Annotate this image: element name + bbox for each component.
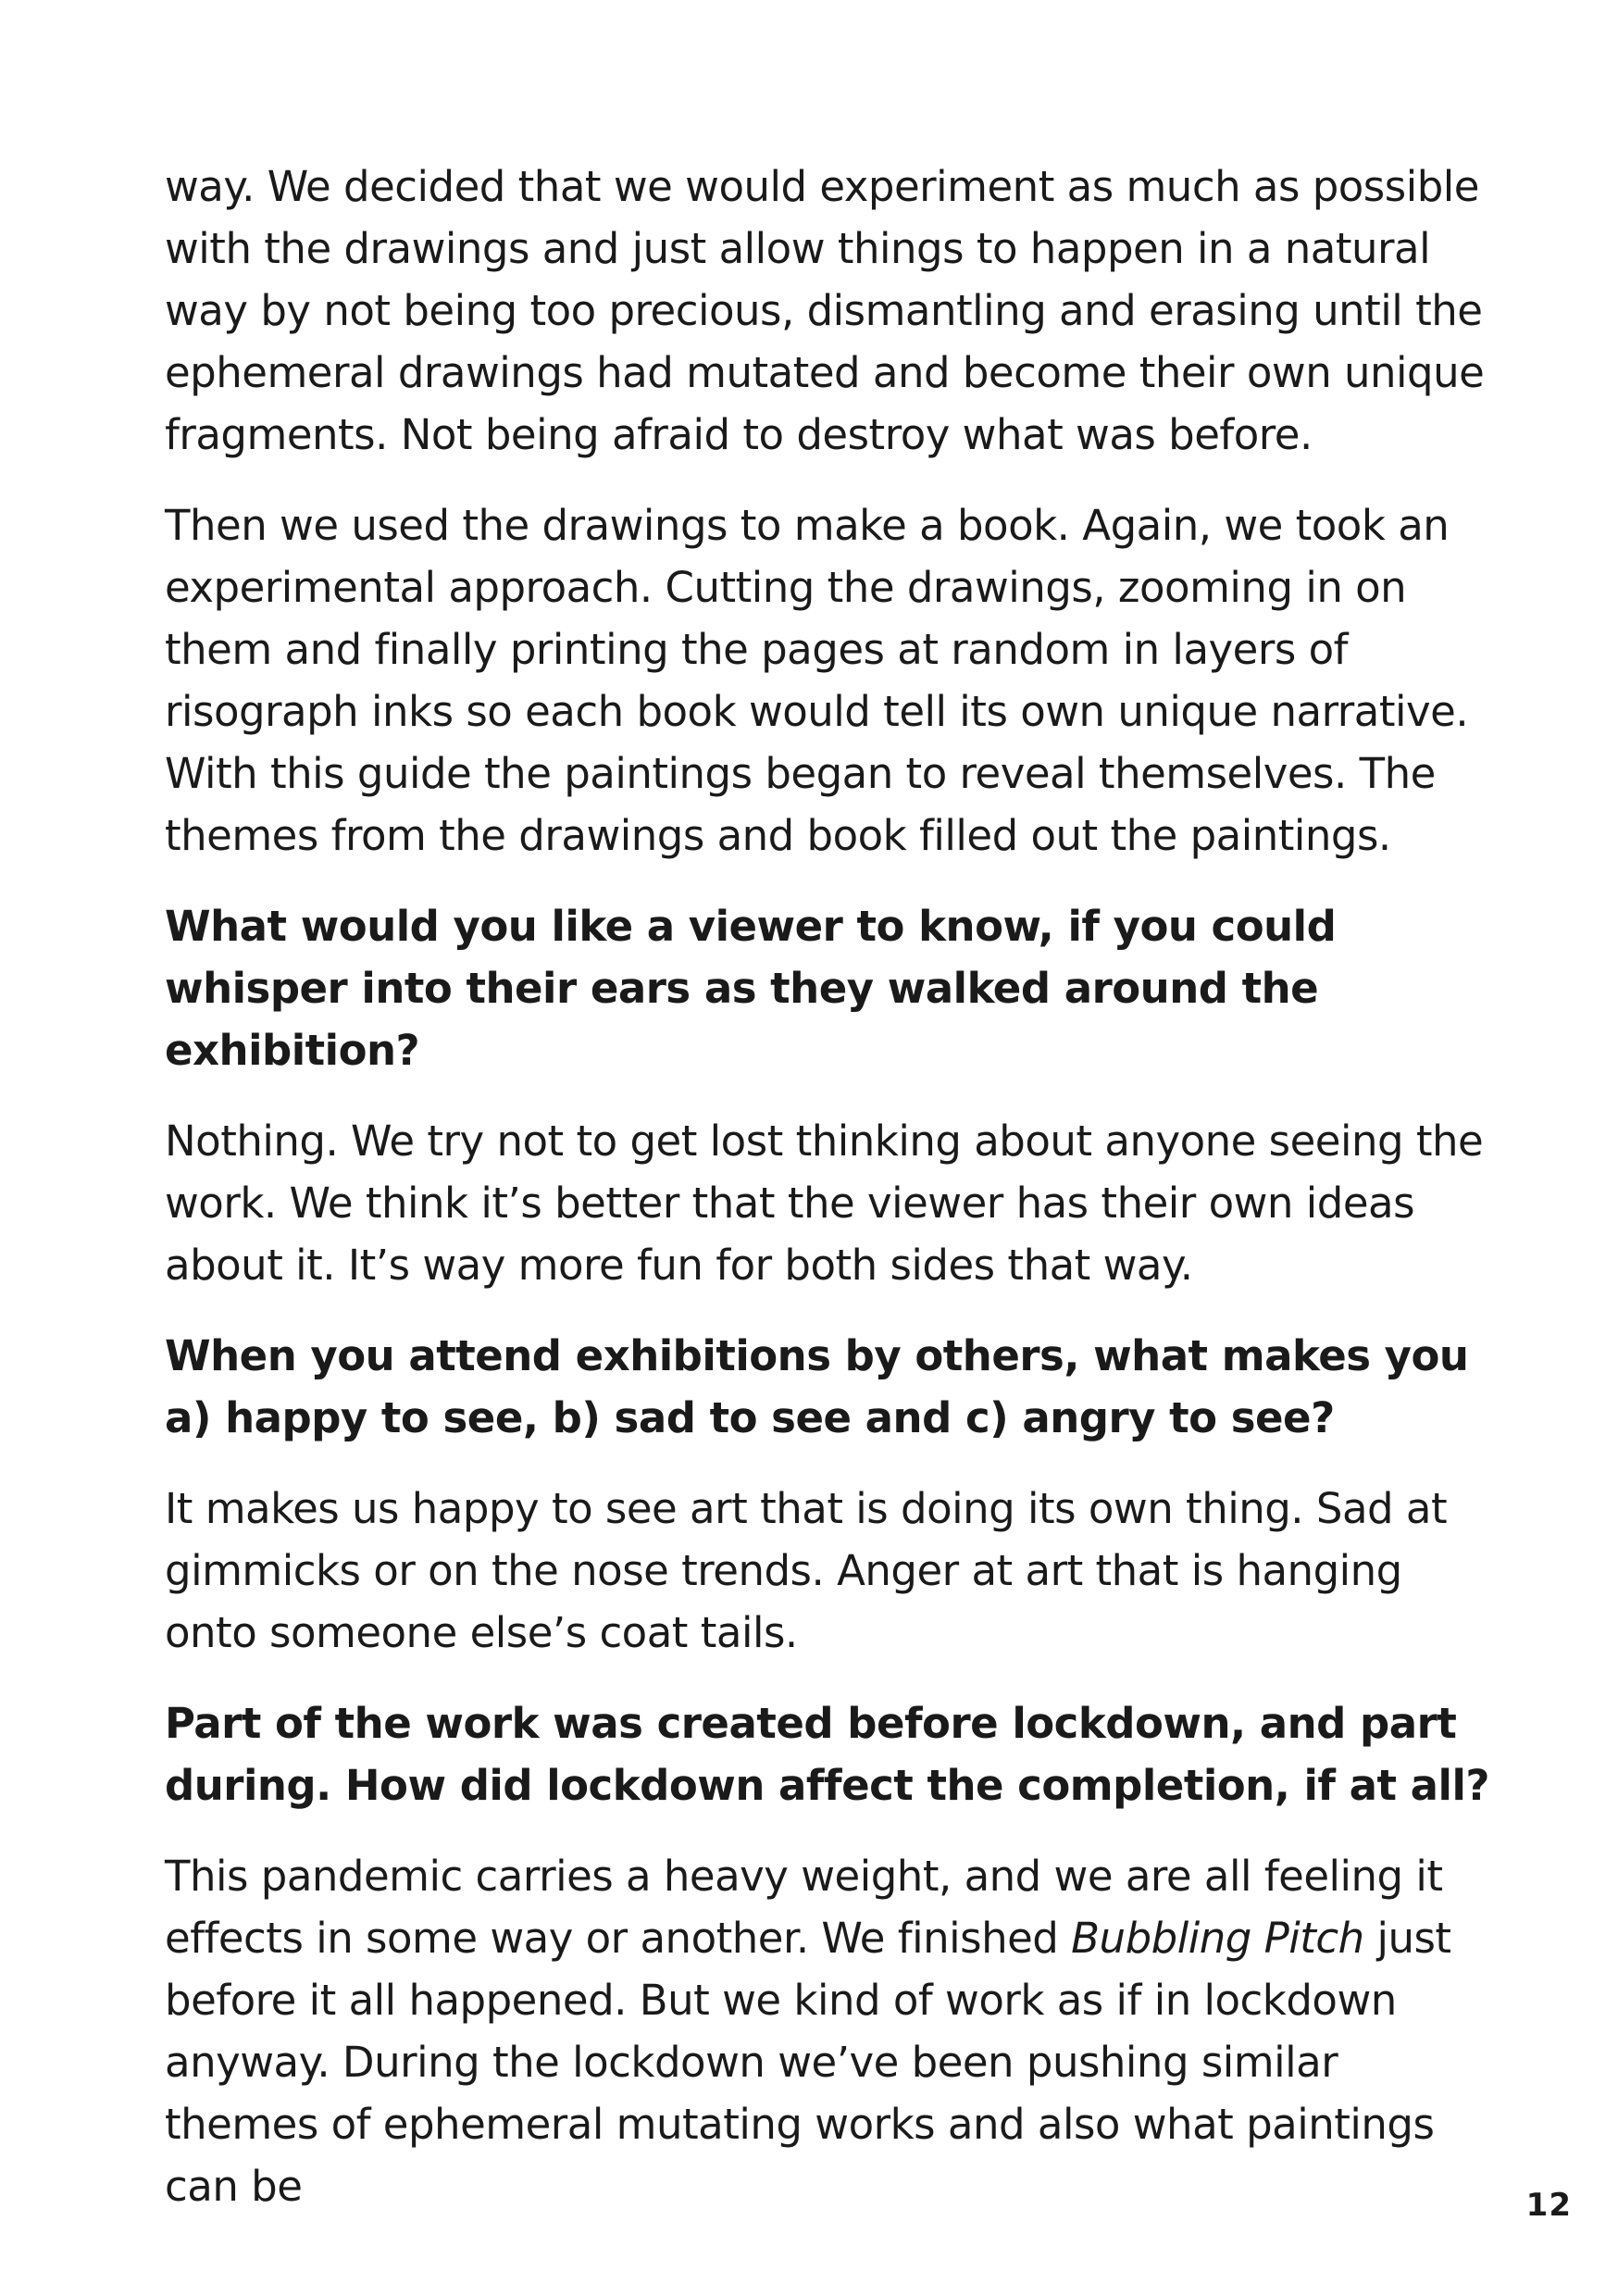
paragraph-drawings-experiment: way. We decided that we would experiment as much as possible with the drawings and just allow things to happen in a natural way by not being too precious, dismantling and erasing until the ephemeral drawings had mutated and become their own unique fragments. Not being afraid to destroy what was before.: [165, 162, 1485, 459]
answer-lockdown-part-1: This pandemic carries a heavy weight, and we are all feeling it effects in some way or another. We finished: [165, 1852, 1443, 1963]
paragraph-book-making: Then we used the drawings to make a book. Again, we took an experimental approach. Cutting the drawings, zooming in on them and finally printing the pages at random in layers of risograph inks so each book would tell its own unique narrative. With this guide the paintings began to reveal themselves. The themes from the drawings and book filled out the paintings.: [165, 501, 1469, 860]
answer-viewer-whisper: Nothing. We try not to get lost thinking about anyone seeing the work. We think it’s better that the viewer has their own ideas about it. It’s way more fun for both sides that way.: [165, 1117, 1484, 1290]
page-number: 12: [1525, 2187, 1572, 2224]
answer-lockdown-part-2: just before it all happened. But we kind of work as if in lockdown anyway. During the lockdown we’ve been pushing similar themes of ephemeral mutating works and also what paintings can be: [165, 1914, 1451, 2211]
work-title-bubbling-pitch: Bubbling Pitch: [1071, 1914, 1364, 1963]
question-viewer-whisper: What would you like a viewer to know, if you could whisper into their ears as they walked around the exhibition?: [165, 902, 1337, 1075]
answer-exhibitions-by-others: It makes us happy to see art that is doing its own thing. Sad at gimmicks or on the nose trends. Anger at art that is hanging onto someone else’s coat tails.: [165, 1484, 1448, 1657]
question-lockdown: Part of the work was created before lockdown, and part during. How did lockdown affect the completion, if at all?: [165, 1699, 1489, 1810]
page-body: [165, 156, 1498, 2246]
answer-lockdown: [165, 1845, 1498, 2217]
question-exhibitions-by-others: When you attend exhibitions by others, what makes you a) happy to see, b) sad to see and c) angry to see?: [165, 1331, 1469, 1442]
